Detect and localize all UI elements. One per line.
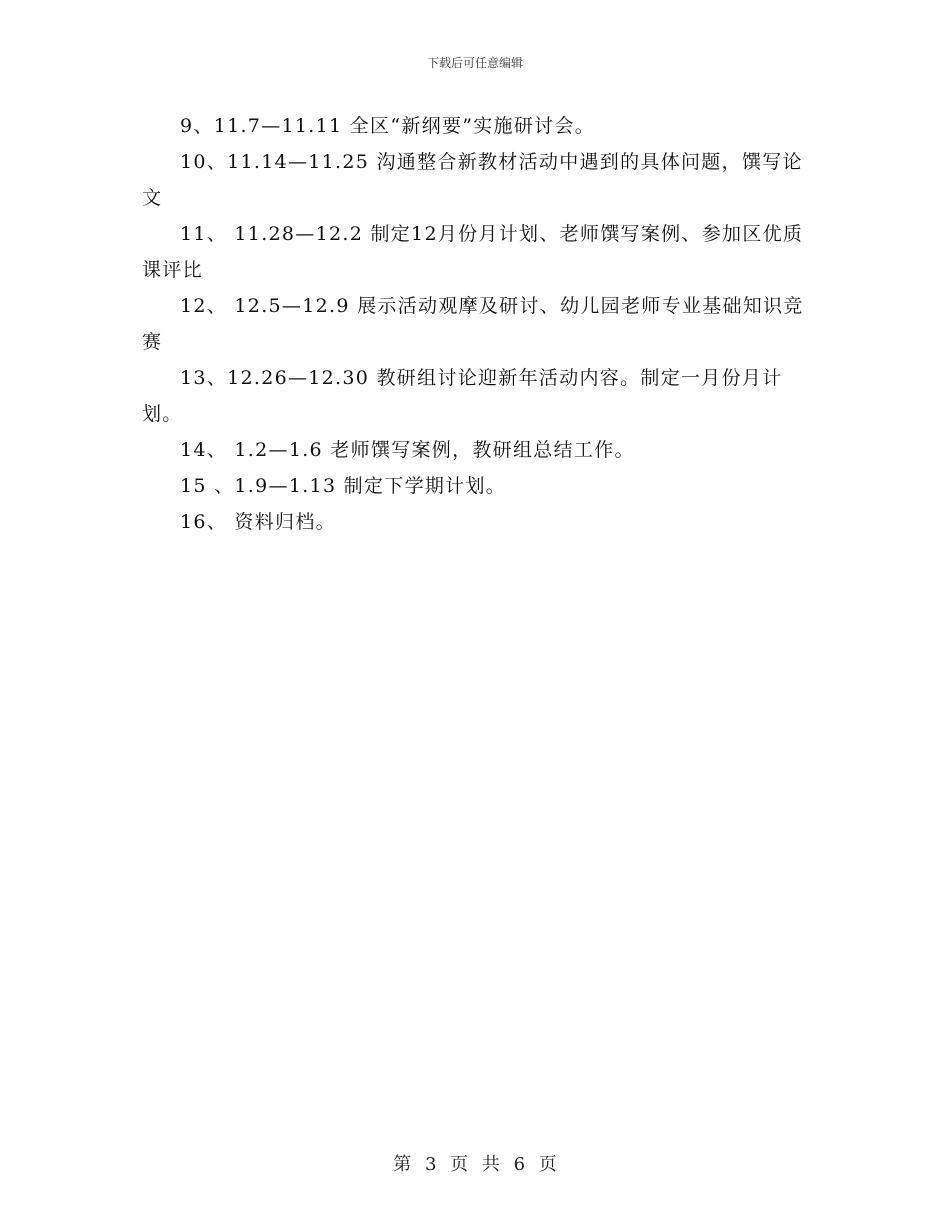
total-prefix: 共: [481, 1154, 500, 1175]
current-page-number: 3: [424, 1154, 437, 1175]
page-prefix: 第: [393, 1154, 412, 1175]
page-header: 下载后可任意编辑: [426, 56, 523, 70]
list-item: 12、 12.5—12.9 展示活动观摩及研讨、幼儿园老师专业基础知识竞赛: [142, 295, 804, 353]
total-page-number: 6: [513, 1154, 526, 1175]
list-item: 16、 资料归档。: [180, 511, 336, 533]
page-footer: [0, 1150, 950, 1176]
list-item: 14、 1.2—1.6 老师馔写案例，教研组总结工作。: [180, 439, 635, 461]
page-suffix: 页: [538, 1154, 557, 1175]
list-item: 13、12.26—12.30 教研组讨论迎新年活动内容。制定一月份月计划。: [142, 367, 783, 425]
document-body: [142, 108, 810, 540]
page-word: 页: [450, 1154, 469, 1175]
list-item: 15 、1.9—1.13 制定下学期计划。: [180, 475, 507, 497]
list-item: 9、11.7—11.11 全区“新纲要”实施研讨会。: [180, 115, 596, 137]
list-item: 11、 11.28—12.2 制定12月份月计划、老师馔写案例、参加区优质课评比: [142, 223, 804, 281]
list-item: 10、11.14—11.25 沟通整合新教材活动中遇到的具体问题，馔写论文: [142, 151, 803, 209]
